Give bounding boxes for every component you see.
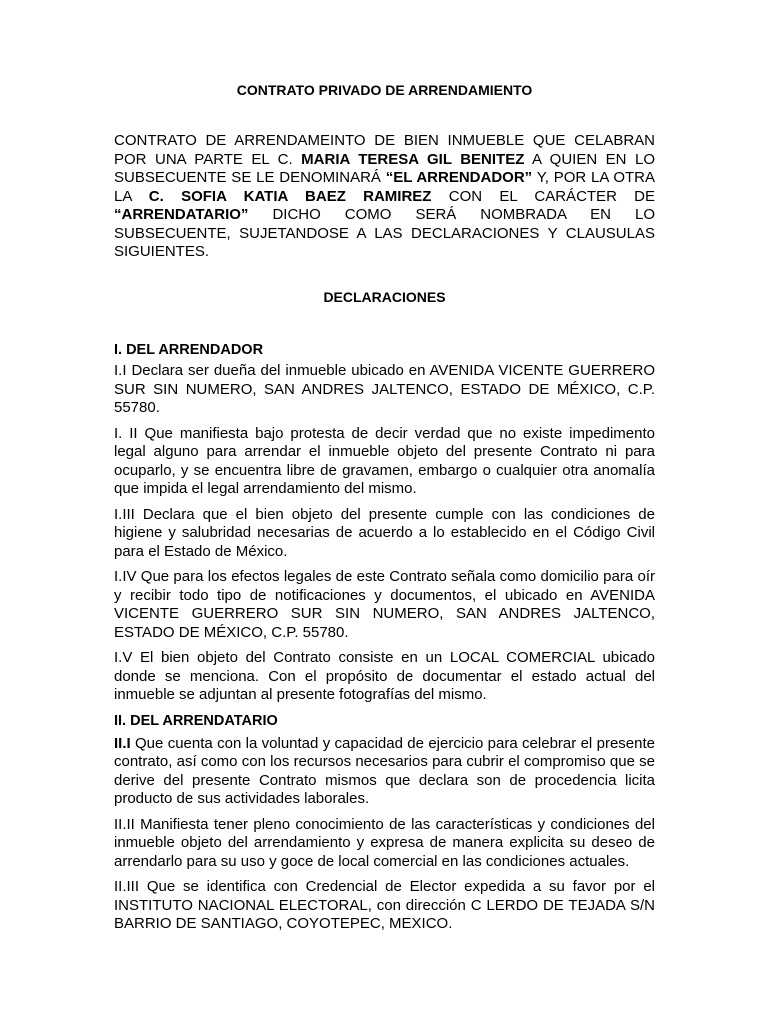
intro-text-5: DICHO COMO SERÁ NOMBRADA EN LO SUBSECUENTE, SUJETANDOSE A LAS DECLARACIONES Y CLAUSULAS SIGUIENTES. — [114, 206, 655, 260]
tenant-label: “ARRENDATARIO” — [114, 206, 249, 223]
declaration-1-5: I.V El bien objeto del Contrato consiste en un LOCAL COMERCIAL ubicado donde se menciona. Con el propósito de documentar el estado actual del inmueble se adjuntan al presente fotografías del mismo. — [114, 649, 655, 703]
landlord-name: MARIA TERESA GIL BENITEZ — [301, 150, 525, 168]
declarations-heading: DECLARACIONES — [323, 289, 446, 305]
section-tenant-heading: II. DEL ARRENDATARIO — [114, 712, 278, 729]
declaration-1-1: I.I Declara ser dueña del inmueble ubicado en AVENIDA VICENTE GUERRERO SUR SIN NUMERO, SAN ANDRES JALTENCO, ESTADO DE MÉXICO, C.P. 55780. — [114, 362, 655, 416]
intro-text-4: CON EL CARÁCTER DE — [431, 187, 656, 205]
declaration-1-3: I.III Declara que el bien objeto del presente cumple con las condiciones de higiene y salubridad necesarias de acuerdo a lo establecido en el Código Civil para el Estado de México. — [114, 505, 655, 560]
document-title: CONTRATO PRIVADO DE ARRENDAMIENTO — [236, 82, 533, 98]
section-landlord-heading: I. DEL ARRENDADOR — [114, 342, 264, 358]
tenant-name: C. SOFIA KATIA BAEZ RAMIREZ — [148, 187, 432, 205]
declaration-2-3: II.III Que se identifica con Credencial de Elector expedida a su favor por el INSTITUTO NACIONAL ELECTORAL, con dirección C LERDO DE TEJADA S/N BARRIO DE SANTIAGO, COYOTEPEC, MEXICO. — [114, 878, 655, 932]
declaration-2-1-label: II.I — [114, 734, 131, 752]
intro-text-2: A QUIEN EN LO SUBSECUENTE SE LE DENOMINARÁ — [114, 150, 655, 186]
landlord-label: “EL ARRENDADOR” — [385, 169, 533, 186]
intro-text-1: CONTRATO DE ARRENDAMEINTO DE BIEN INMUEBLE QUE CELABRAN POR UNA PARTE EL C. — [114, 132, 655, 168]
declaration-2-2: II.II Manifiesta tener pleno conocimiento de las características y condiciones del inmueble objeto del arrendamiento y expresa de manera explicita su deseo de arrendarlo para su uso y goce de local comercial en las condiciones actuales. — [114, 815, 655, 870]
declaration-1-4: I.IV Que para los efectos legales de este Contrato señala como domicilio para oír y recibir todo tipo de notificaciones y documentos, el ubicado en AVENIDA VICENTE GUERRERO SUR SIN NUMERO, SAN ANDRES JALTENCO, ESTADO DE MÉXICO, C.P. 55780. — [114, 568, 655, 641]
intro-text-3: Y, POR LA OTRA LA — [114, 169, 655, 205]
declaration-2-1-text: Que cuenta con la voluntad y capacidad de ejercicio para celebrar el presente contrato, así como con los recursos necesarios para cubrir el compromiso que se derive del presente Contrato mismos que declara son de procedencia licita producto de sus actividades laborales. — [114, 734, 655, 807]
declaration-1-2: I. II Que manifiesta bajo protesta de decir verdad que no existe impedimento legal alguno para arrendar el inmueble objeto del presente Contrato ni para ocuparlo, y se encuentra libre de gravamen, embargo o cualquier otra anomalía que impida el legal arrendamiento del mismo. — [114, 424, 655, 497]
declarations-body — [114, 341, 655, 941]
declaration-2-1 — [114, 735, 655, 809]
intro-paragraph — [114, 132, 655, 262]
